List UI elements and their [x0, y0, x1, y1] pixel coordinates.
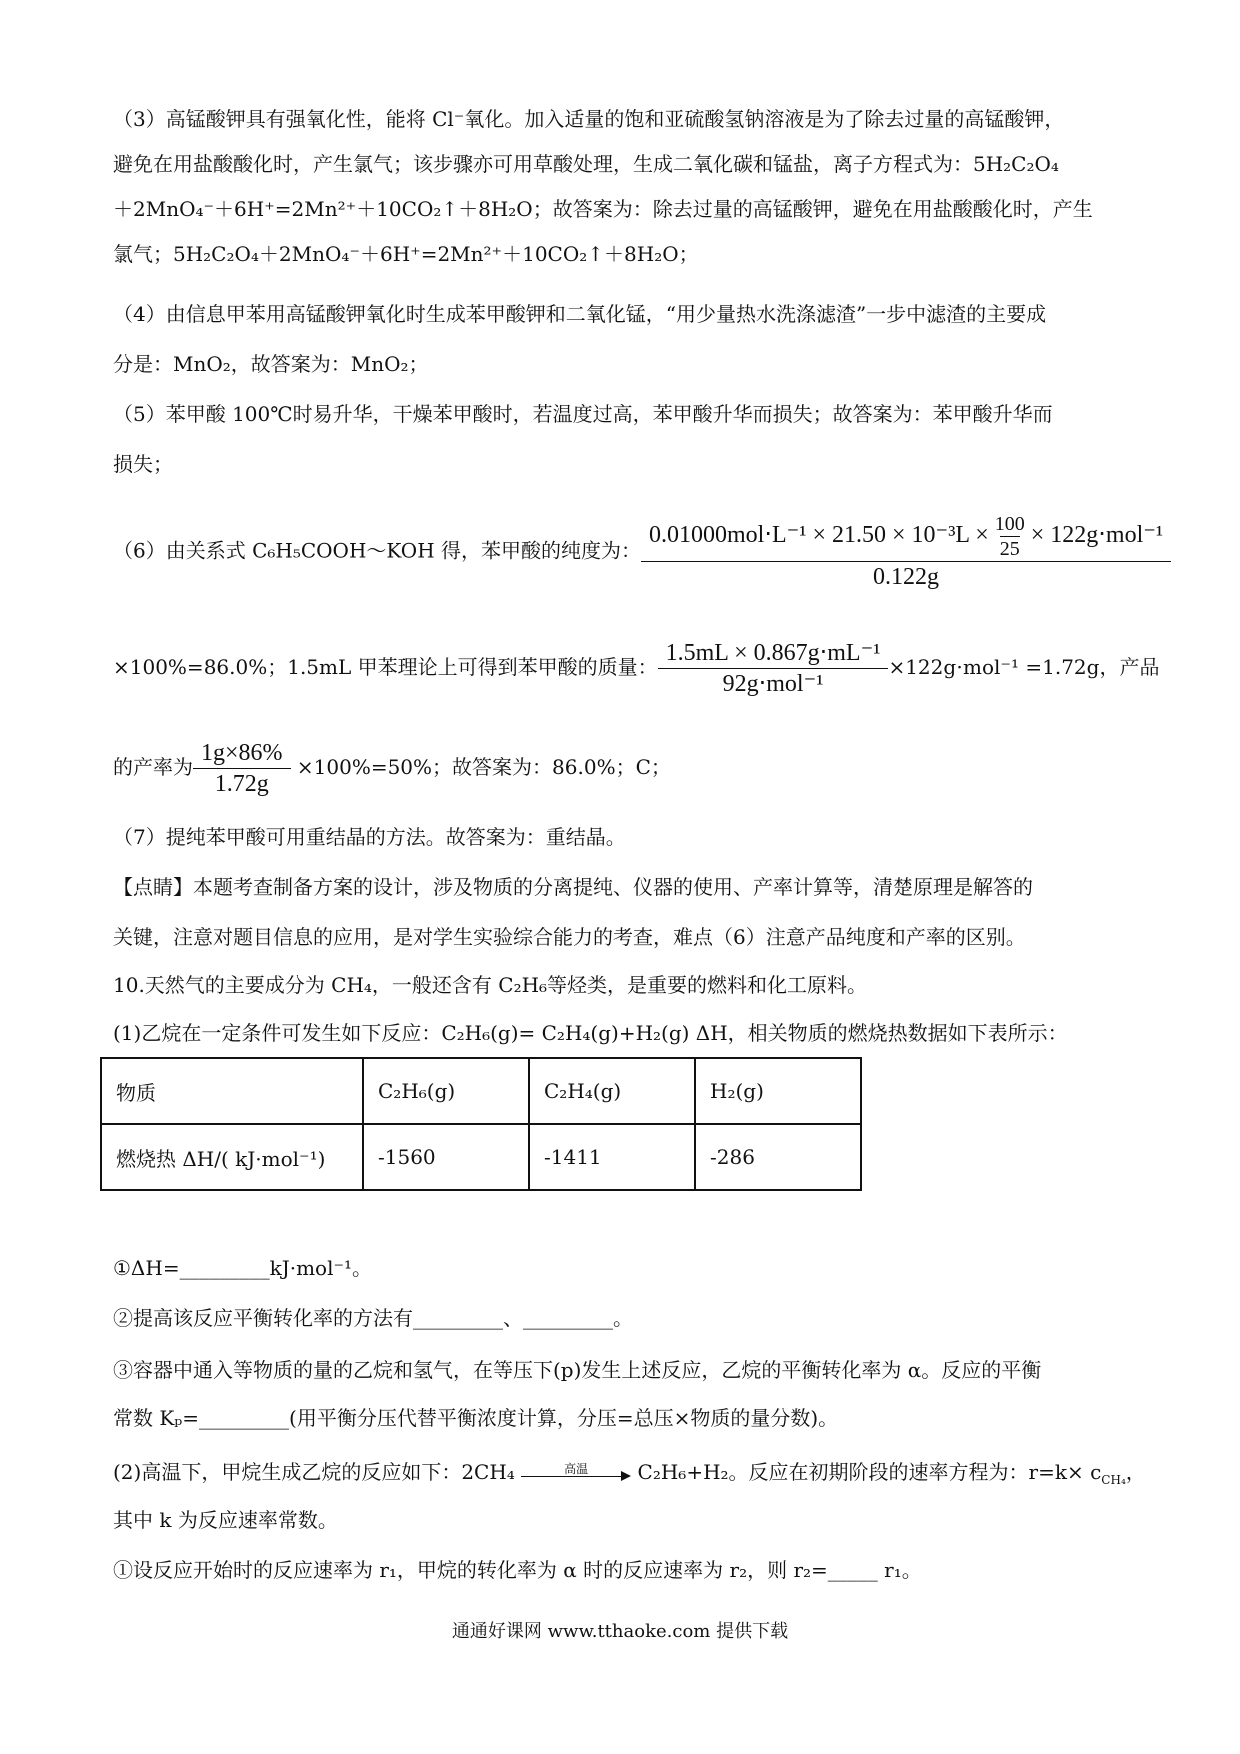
table-cell: -1411	[529, 1124, 695, 1190]
page-footer: 通通好课网 www.tthaoke.com 提供下载	[451, 1621, 789, 1642]
table-cell: H₂(g)	[695, 1058, 861, 1124]
ratio-numerator: 100	[994, 513, 1025, 535]
text-line: 其中 k 为反应速率常数。	[113, 1508, 338, 1532]
yield-fraction	[197, 738, 287, 799]
reaction-text-c: ，	[1125, 1460, 1146, 1484]
purity-numerator	[645, 512, 1167, 561]
purity-fraction	[645, 512, 1167, 592]
text-line: （5）苯甲酸 100℃时易升华，干燥苯甲酸时，若温度过高，苯甲酸升华而损失；故答案为：苯甲酸升华而	[113, 402, 1053, 426]
table-row	[101, 1058, 861, 1124]
text-line: （3）高锰酸钾具有强氧化性，能将 Cl⁻氧化。加入适量的饱和亚硫酸氢钠溶液是为了除去过量的高锰酸钾，	[113, 107, 1065, 131]
numerator-part-b: × 122g⋅mol⁻¹	[1030, 522, 1164, 549]
table-cell: C₂H₄(g)	[529, 1058, 695, 1124]
question-10-intro: 10.天然气的主要成分为 CH₄，一般还含有 C₂H₆等烃类，是重要的燃料和化工原料。	[113, 973, 868, 997]
text-line: （4）由信息甲苯用高锰酸钾氧化时生成苯甲酸钾和二氧化锰，“用少量热水洗涤滤渣”一步中滤渣的主要成	[113, 302, 1047, 326]
mass-denominator: 92g⋅mol⁻¹	[658, 668, 889, 699]
yield-text-a: 的产率为	[113, 755, 193, 779]
text-line: 避免在用盐酸酸化时，产生氯气；该步骤亦可用草酸处理，生成二氧化碳和锰盐，离子方程式为：5H₂C₂O₄	[113, 152, 1059, 176]
text-line: 损失；	[113, 452, 173, 476]
yield-denominator: 1.72g	[193, 768, 291, 799]
purity-prefix: （6）由关系式 C₆H₅COOH～KOH 得，苯甲酸的纯度为：	[113, 538, 641, 563]
reaction-line	[113, 1457, 1146, 1495]
table-row	[101, 1124, 861, 1190]
text-line: 分是：MnO₂，故答案为：MnO₂；	[113, 352, 429, 376]
table-cell: C₂H₆(g)	[363, 1058, 529, 1124]
table-cell: -286	[695, 1124, 861, 1190]
yield-numerator: 1g×86%	[201, 740, 283, 766]
mass-text-a: ×100%=86.0%；1.5mL 甲苯理论上可得到苯甲酸的质量：	[113, 655, 658, 679]
mass-fraction	[662, 638, 885, 699]
purity-denominator: 0.122g	[641, 561, 1171, 592]
yield-line	[113, 732, 671, 802]
mass-line	[113, 632, 1159, 702]
text-line: 【点睛】本题考查制备方案的设计，涉及物质的分离提纯、仪器的使用、产率计算等，清楚原理是解答的	[113, 875, 1033, 899]
arrow-condition: 高温	[564, 1461, 589, 1476]
text-line: ①ΔH=_________kJ·mol⁻¹。	[113, 1256, 373, 1280]
text-line: ③容器中通入等物质的量的乙烷和氢气，在等压下(p)发生上述反应，乙烷的平衡转化率为 α。反应的平衡	[113, 1358, 1042, 1382]
text-line: ①设反应开始时的反应速率为 r₁，甲烷的转化率为 α 时的反应速率为 r₂，则 r₂=_____ r₁。	[113, 1558, 922, 1582]
rate-subscript: CH₄	[1101, 1473, 1126, 1487]
text-line: 常数 Kₚ=_________(用平衡分压代替平衡浓度计算，分压=总压×物质的量分数)。	[113, 1406, 839, 1430]
combustion-heat-table	[100, 1057, 862, 1191]
yield-text-b: ×100%=50%；故答案为：86.0%；C；	[290, 755, 671, 779]
table-cell: 物质	[101, 1058, 363, 1124]
reaction-arrow-icon	[521, 1461, 631, 1484]
text-line: （7）提纯苯甲酸可用重结晶的方法。故答案为：重结晶。	[113, 825, 626, 849]
purity-line	[113, 512, 1171, 592]
table-cell: -1560	[363, 1124, 529, 1190]
text-line: 氯气；5H₂C₂O₄＋2MnO₄⁻＋6H⁺=2Mn²⁺＋10CO₂↑＋8H₂O；	[113, 242, 699, 266]
text-line: ②提高该反应平衡转化率的方法有_________、_________。	[113, 1306, 633, 1330]
mass-text-b: ×122g⋅mol⁻¹ =1.72g，产品	[888, 655, 1160, 679]
question-10-part1: (1)乙烷在一定条件可发生如下反应：C₂H₆(g)= C₂H₄(g)+H₂(g) ΔH，相关物质的燃烧热数据如下表所示：	[113, 1021, 1068, 1045]
table-cell: 燃烧热 ΔH/( kJ·mol⁻¹)	[101, 1124, 363, 1190]
numerator-part-a: 0.01000mol⋅L⁻¹ × 21.50 × 10⁻³L ×	[649, 522, 989, 549]
mass-numerator: 1.5mL × 0.867g⋅mL⁻¹	[665, 640, 881, 666]
reaction-text-a: (2)高温下，甲烷生成乙烷的反应如下：2CH₄	[113, 1460, 515, 1484]
text-line: ＋2MnO₄⁻＋6H⁺=2Mn²⁺＋10CO₂↑＋8H₂O；故答案为：除去过量的高锰酸钾，避免在用盐酸酸化时，产生	[113, 197, 1093, 221]
text-line: 关键，注意对题目信息的应用，是对学生实验综合能力的考查，难点（6）注意产品纯度和产率的区别。	[113, 925, 1026, 949]
ratio-fraction	[995, 512, 1025, 561]
reaction-text-b: C₂H₆+H₂。反应在初期阶段的速率方程为：r=k× c	[637, 1460, 1102, 1484]
ratio-denominator: 25	[999, 538, 1020, 560]
